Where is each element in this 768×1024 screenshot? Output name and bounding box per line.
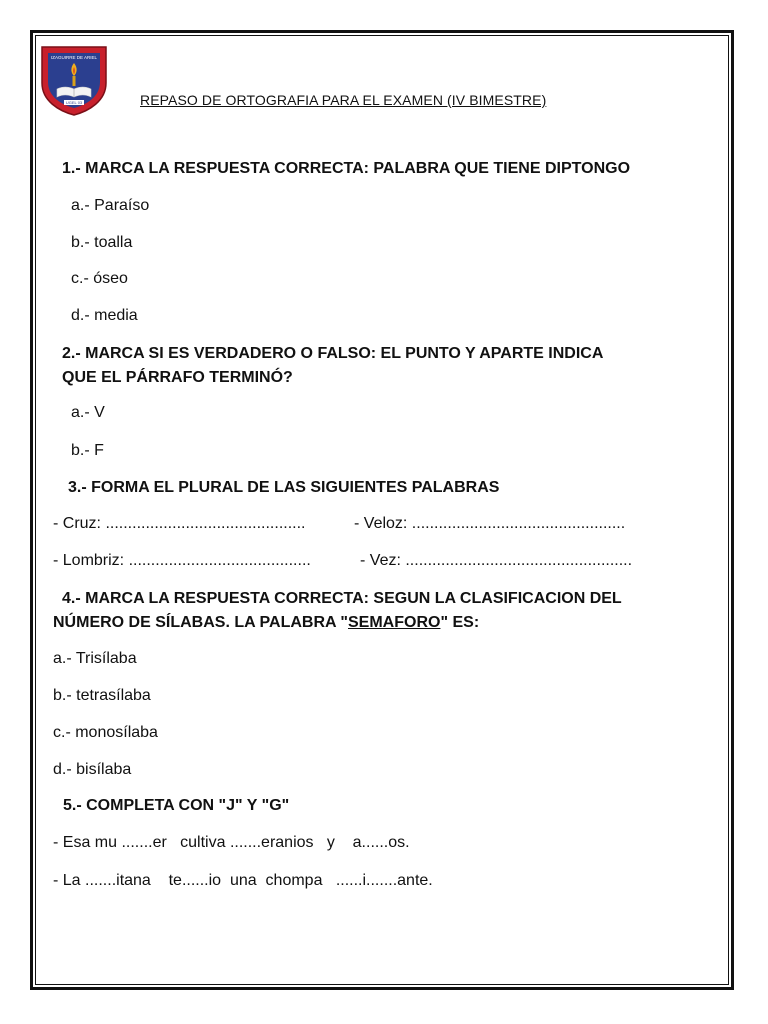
q2-option-b: b.- F <box>71 442 104 459</box>
q1-option-b: b.- toalla <box>71 234 133 251</box>
q5-sentence-1: - Esa mu .......er cultiva .......eranios y a......os. <box>53 834 410 851</box>
question-5: 5.- COMPLETA CON "J" Y "G" <box>63 797 290 814</box>
question-3: 3.- FORMA EL PLURAL DE LAS SIGUIENTES PALABRAS <box>68 479 500 496</box>
q2-option-a: a.- V <box>71 404 105 421</box>
q4-option-d: d.- bisílaba <box>53 761 132 778</box>
q3-vez-blank: - Vez: ................................................... <box>360 552 633 569</box>
question-2-line-1: 2.- MARCA SI ES VERDADERO O FALSO: EL PUNTO Y APARTE INDICA <box>62 345 604 362</box>
q1-option-a: a.- Paraíso <box>71 197 150 214</box>
document-title: REPASO DE ORTOGRAFIA PARA EL EXAMEN (IV BIMESTRE) <box>140 92 547 108</box>
q5-sentence-2: - La .......itana te......io una chompa ......i.......ante. <box>53 872 433 889</box>
school-crest-logo <box>37 43 111 117</box>
q3-cruz-blank: - Cruz: ............................................. <box>53 515 306 532</box>
underlined-word: SEMAFORO <box>348 614 441 631</box>
question-4-line-1: 4.- MARCA LA RESPUESTA CORRECTA: SEGUN LA CLASIFICACION DEL <box>62 590 622 607</box>
crest-arc-text: IZAGUIRRE DE ARIEL <box>50 55 98 60</box>
q1-option-c: c.- óseo <box>71 270 128 287</box>
question-2-line-2: QUE EL PÁRRAFO TERMINÓ? <box>62 369 293 386</box>
q1-option-d: d.- media <box>71 307 138 324</box>
crest-bottom-text: UGEL 03 <box>65 100 83 105</box>
q4-option-b: b.- tetrasílaba <box>53 687 151 704</box>
q3-lombriz-blank: - Lombriz: ......................................... <box>53 552 311 569</box>
q3-veloz-blank: - Veloz: ................................................ <box>354 515 626 532</box>
q4-option-a: a.- Trisílaba <box>53 650 137 667</box>
question-1: 1.- MARCA LA RESPUESTA CORRECTA: PALABRA QUE TIENE DIPTONGO <box>62 160 631 177</box>
q4-option-c: c.- monosílaba <box>53 724 158 741</box>
question-4-line-2: NÚMERO DE SÍLABAS. LA PALABRA "SEMAFORO" ES: <box>53 614 480 631</box>
